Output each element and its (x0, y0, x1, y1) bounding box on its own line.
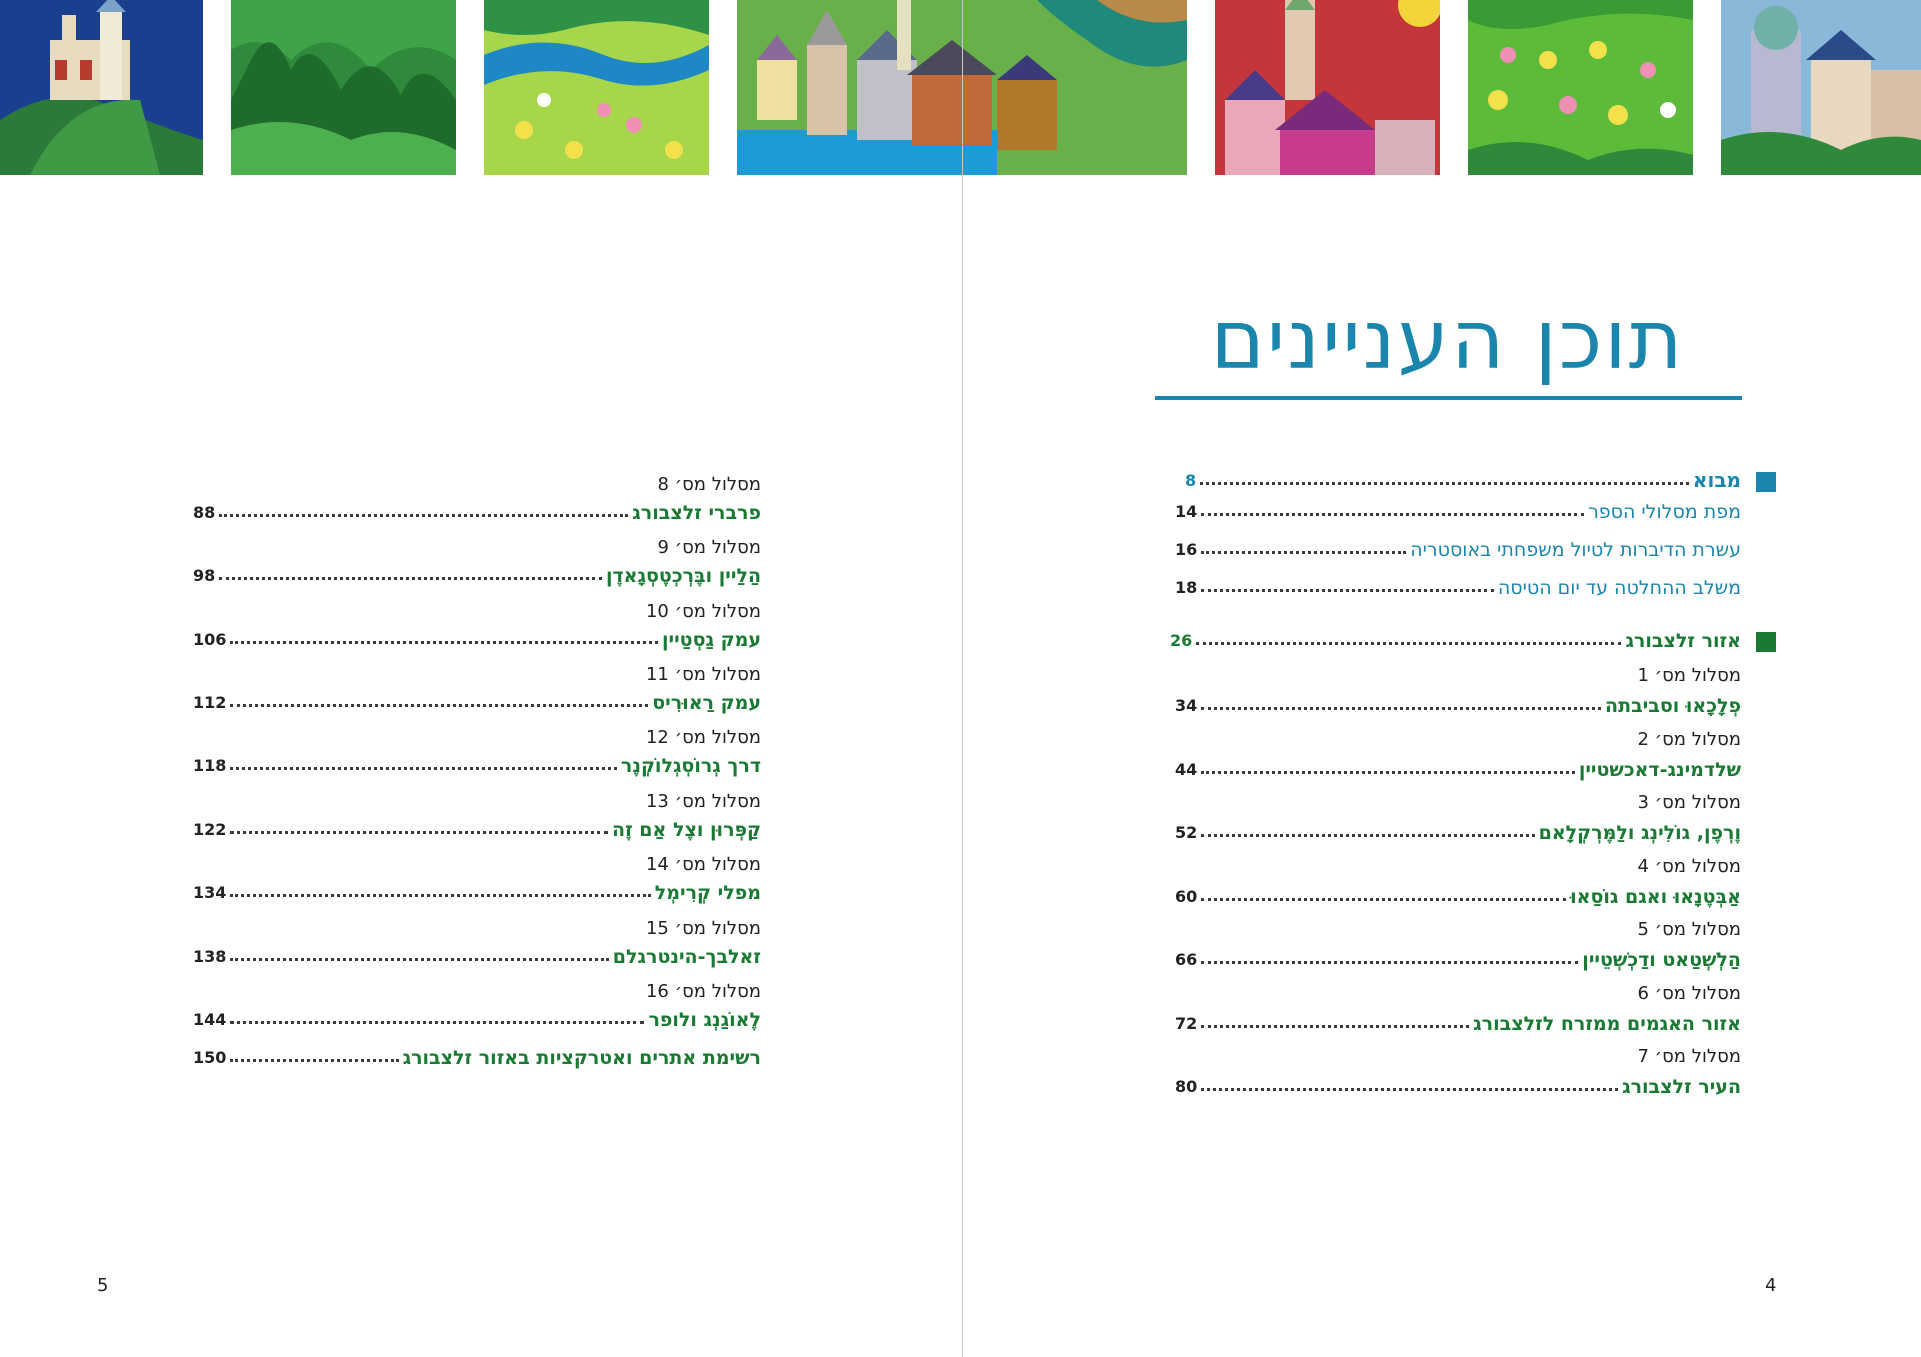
page-number-left: 5 (97, 1275, 109, 1296)
toc-entry-route[interactable]: 72 אזור האגמים ממזרח לזלצבורג (1175, 1013, 1741, 1035)
route-label: מסלול מס׳ 8 (657, 474, 761, 495)
section-marker-square (1756, 472, 1776, 492)
route-label: מסלול מס׳ 3 (1637, 792, 1741, 813)
route-label: מסלול מס׳ 15 (645, 918, 761, 939)
toc-entry-route[interactable]: 112 עמק רַאוּרִיס (193, 692, 761, 714)
toc-entry[interactable]: 14 מפת מסלולי הספר (1175, 501, 1741, 523)
route-label: מסלול מס׳ 16 (645, 981, 761, 1002)
toc-entry-intro[interactable]: 8 מבוא (1185, 468, 1741, 492)
route-label: מסלול מס׳ 9 (657, 537, 761, 558)
toc-entry-attractions-list[interactable]: 150 רשימת אתרים ואטרקציות באזור זלצבורג (193, 1047, 761, 1069)
illustration-town (1721, 0, 1921, 175)
toc-entry-route[interactable]: 98 הַלַיין ובֶּרְכְטֶסְגָאדֶן (193, 565, 761, 587)
toc-entry-route[interactable]: 88 פרברי זלצבורג (193, 502, 761, 524)
route-label: מסלול מס׳ 13 (645, 791, 761, 812)
route-label: מסלול מס׳ 10 (645, 601, 761, 622)
illustration-castle (0, 0, 203, 175)
toc-entry-salzburg-region[interactable]: 26 אזור זלצבורג (1170, 630, 1741, 652)
illustration-forest (231, 0, 456, 175)
toc-entry-route[interactable]: 44 שלדמינג-דאכשטיין (1175, 759, 1741, 781)
route-label: מסלול מס׳ 4 (1637, 856, 1741, 877)
page-title: תוכן העניינים (1210, 293, 1685, 388)
toc-entry-route[interactable]: 118 דרך גְרוֹסְגְלוֹקְנֶר (193, 755, 761, 777)
toc-entry-route[interactable]: 80 העיר זלצבורג (1175, 1076, 1741, 1098)
toc-entry-route[interactable]: 144 לֶאוֹגַנְג ולופר (193, 1009, 761, 1031)
route-label: מסלול מס׳ 6 (1637, 983, 1741, 1004)
route-label: מסלול מס׳ 11 (645, 664, 761, 685)
toc-entry-route[interactable]: 122 קַפְּרוּן וצֶל אַם זֶה (193, 819, 761, 841)
toc-entry[interactable]: 16 עשרת הדיברות לטיול משפחתי באוסטריה (1175, 539, 1741, 561)
illustration-church (1215, 0, 1440, 175)
route-label: מסלול מס׳ 5 (1637, 919, 1741, 940)
title-rule (1155, 396, 1742, 400)
toc-entry-route[interactable]: 34 פְלָכָאוּ וסביבתה (1175, 695, 1741, 717)
route-label: מסלול מס׳ 7 (1637, 1046, 1741, 1067)
route-label: מסלול מס׳ 14 (645, 854, 761, 875)
illustration-river-meadow (484, 0, 709, 175)
toc-entry-route[interactable]: 134 מפלי קְרִימְל (193, 882, 761, 904)
toc-entry-route[interactable]: 106 עמק גַסְטַיין (193, 629, 761, 651)
route-label: מסלול מס׳ 12 (645, 727, 761, 748)
route-label: מסלול מס׳ 1 (1637, 665, 1741, 686)
toc-entry-route[interactable]: 138 זאלבך-הינטרגלם (193, 946, 761, 968)
section-marker-square (1756, 632, 1776, 652)
page-number-right: 4 (1765, 1275, 1777, 1296)
toc-entry-route[interactable]: 60 אַבְּטֶנָאוּ ואגם גוֹסַאוּ (1175, 886, 1741, 908)
illustration-flower-field (1468, 0, 1693, 175)
toc-entry[interactable]: 18 משלב ההחלטה עד יום הטיסה (1175, 577, 1741, 599)
page-gutter (962, 0, 963, 1357)
toc-entry-route[interactable]: 66 הַלְשְׁטַאט ודַכְשְׁטֵיין (1175, 949, 1741, 971)
toc-entry-route[interactable]: 52 וֶרְפֶן, גוֹלִינְג ולַמֶּרְקְלָאם (1175, 822, 1741, 844)
route-label: מסלול מס׳ 2 (1637, 729, 1741, 750)
